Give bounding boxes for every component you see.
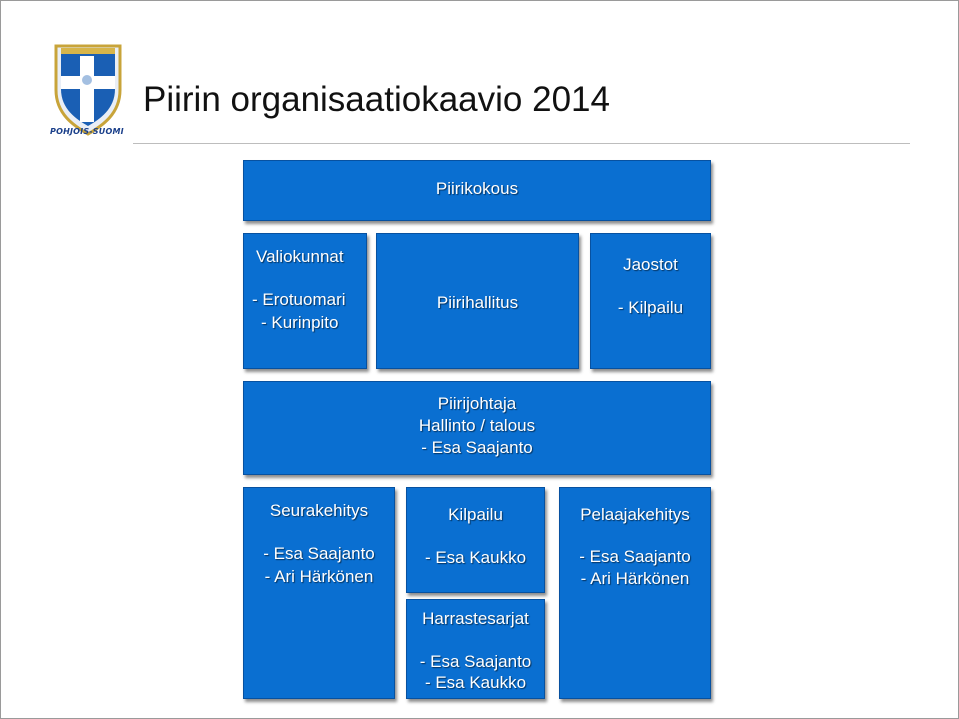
box-valiokunnat bbox=[243, 233, 367, 369]
box-seurakehitys bbox=[243, 487, 395, 699]
box-piirijohtaja bbox=[243, 381, 711, 475]
box-item: - Esa Saajanto bbox=[579, 547, 691, 566]
box-title: Piirikokous bbox=[435, 179, 519, 198]
box-pelaajakehitys bbox=[559, 487, 711, 699]
page-title: Piirin organisaatiokaavio 2014 bbox=[143, 80, 610, 119]
box-piirikokous bbox=[243, 160, 711, 221]
box-line: Hallinto / talous bbox=[418, 416, 536, 435]
box-harrastesarjat bbox=[406, 599, 545, 699]
box-item: - Ari Härkönen bbox=[580, 569, 690, 588]
box-line: Piirijohtaja bbox=[437, 394, 517, 413]
box-item: - Erotuomari bbox=[252, 290, 346, 309]
logo-caption: POHJOIS-SUOMI bbox=[50, 127, 124, 136]
box-item: - Ari Härkönen bbox=[264, 567, 374, 586]
box-title: Jaostot bbox=[623, 255, 678, 274]
box-title: Seurakehitys bbox=[269, 501, 369, 520]
box-item: - Esa Saajanto bbox=[263, 544, 375, 563]
box-piirihallitus bbox=[376, 233, 579, 369]
box-item: - Esa Kaukko bbox=[424, 673, 527, 692]
box-jaostot bbox=[590, 233, 711, 369]
box-title: Kilpailu bbox=[448, 505, 503, 524]
box-title: Piirihallitus bbox=[436, 293, 519, 312]
box-title: Harrastesarjat bbox=[422, 609, 529, 628]
box-title: Valiokunnat bbox=[256, 247, 344, 266]
title-divider bbox=[133, 143, 910, 144]
box-item: - Kurinpito bbox=[261, 313, 339, 332]
pohjois-suomi-shield-logo bbox=[50, 42, 126, 138]
box-item: - Esa Saajanto bbox=[419, 652, 532, 671]
box-line: - Esa Saajanto bbox=[421, 438, 533, 457]
box-item: - Esa Kaukko bbox=[424, 548, 527, 567]
box-kilpailu bbox=[406, 487, 545, 593]
box-item: - Kilpailu bbox=[617, 298, 684, 317]
box-title: Pelaajakehitys bbox=[580, 505, 690, 524]
